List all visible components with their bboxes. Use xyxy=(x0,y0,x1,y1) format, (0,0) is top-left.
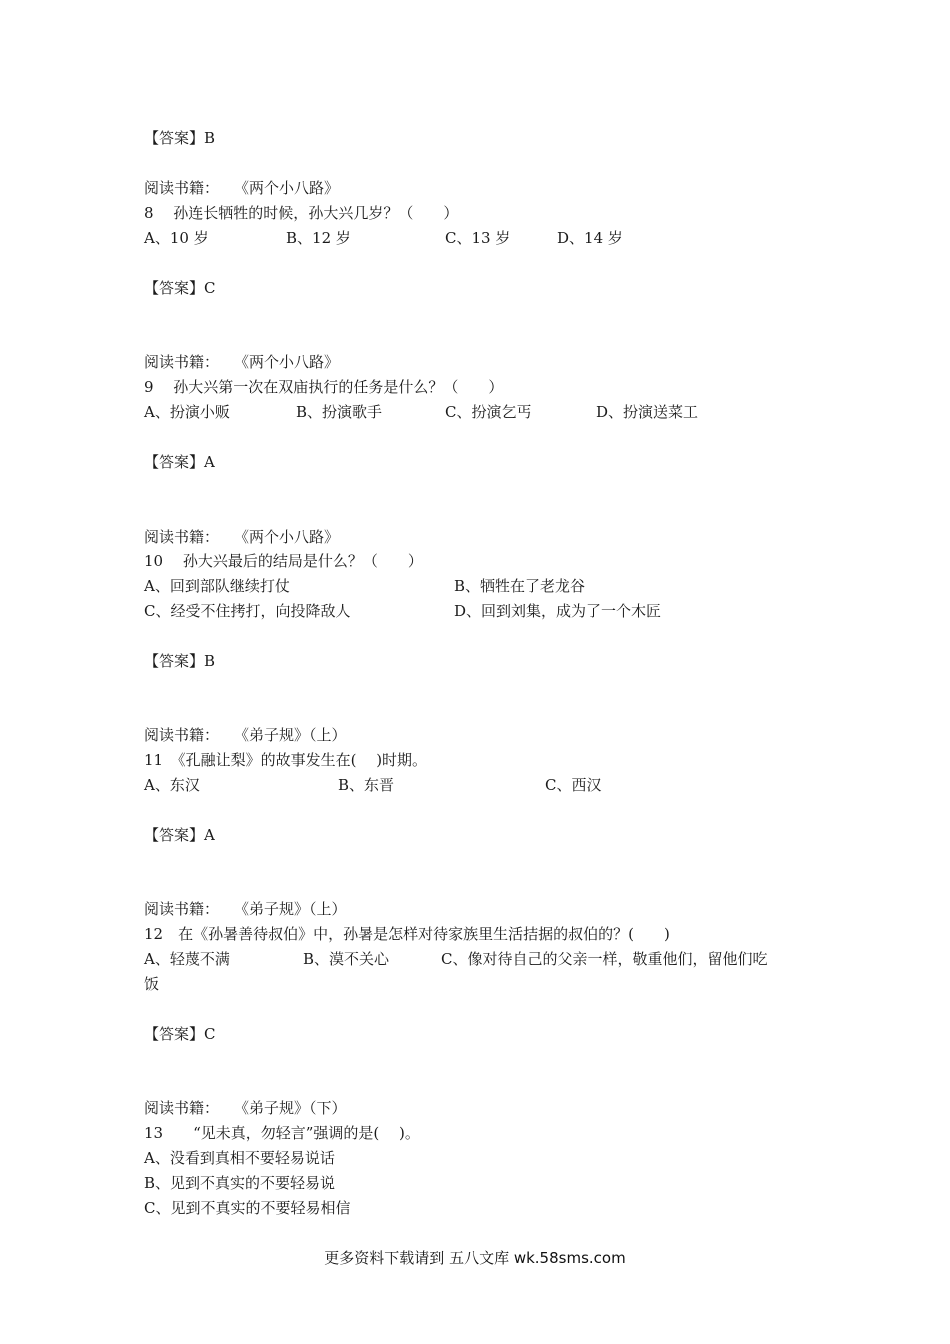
answer: 【答案】A xyxy=(144,826,215,844)
book-source: 阅读书籍： 《两个小八路》 xyxy=(144,528,340,546)
option: C、西汉 xyxy=(545,776,602,794)
option: C、经受不住拷打，向投降敌人 xyxy=(144,602,351,620)
option: A、扮演小贩 xyxy=(144,403,230,421)
option: A、轻蔑不满 xyxy=(144,950,230,968)
question: 11 《孔融让梨》的故事发生在( )时期。 xyxy=(144,751,428,769)
answer: 【答案】C xyxy=(144,1025,216,1043)
book-source: 阅读书籍： 《弟子规》（下） xyxy=(144,1099,347,1117)
question: 9 孙大兴第一次在双庙执行的任务是什么？（ ） xyxy=(144,378,504,396)
footer-note: 更多资料下载请到 五八文库 wk.58sms.com xyxy=(324,1249,626,1267)
answer: 【答案】B xyxy=(144,129,216,147)
book-source: 阅读书籍： 《两个小八路》 xyxy=(144,353,340,371)
answer: 【答案】C xyxy=(144,279,216,297)
option: D、扮演送菜工 xyxy=(596,403,699,421)
option: B、12 岁 xyxy=(286,229,351,247)
option: B、扮演歌手 xyxy=(296,403,383,421)
question: 10 孙大兴最后的结局是什么？（ ） xyxy=(144,552,423,570)
option: C、见到不真实的不要轻易相信 xyxy=(144,1199,351,1217)
option: C、扮演乞丐 xyxy=(445,403,532,421)
answer: 【答案】A xyxy=(144,453,215,471)
option: C、13 岁 xyxy=(445,229,511,247)
option: B、漠不关心 xyxy=(303,950,390,968)
option: D、14 岁 xyxy=(557,229,623,247)
option: A、回到部队继续打仗 xyxy=(144,577,290,595)
option: B、见到不真实的不要轻易说 xyxy=(144,1174,336,1192)
question: 8 孙连长牺牲的时候，孙大兴几岁？（ ） xyxy=(144,204,459,222)
option-continuation: 饭 xyxy=(144,975,160,993)
question: 13 “见未真，勿轻言”强调的是( )。 xyxy=(144,1124,420,1142)
answer: 【答案】B xyxy=(144,652,216,670)
book-source: 阅读书籍： 《弟子规》（上） xyxy=(144,726,347,744)
option: A、东汉 xyxy=(144,776,200,794)
book-source: 阅读书籍： 《两个小八路》 xyxy=(144,179,340,197)
option: C、像对待自己的父亲一样，敬重他们，留他们吃 xyxy=(441,950,768,968)
option: B、牺牲在了老龙谷 xyxy=(454,577,586,595)
option: D、回到刘集，成为了一个木匠 xyxy=(454,602,662,620)
option: A、10 岁 xyxy=(144,229,209,247)
question: 12 在《孙暑善待叔伯》中，孙暑是怎样对待家族里生活拮据的叔伯的？( ) xyxy=(144,925,670,943)
option: A、没看到真相不要轻易说话 xyxy=(144,1149,335,1167)
book-source: 阅读书籍： 《弟子规》（上） xyxy=(144,900,347,918)
option: B、东晋 xyxy=(338,776,395,794)
